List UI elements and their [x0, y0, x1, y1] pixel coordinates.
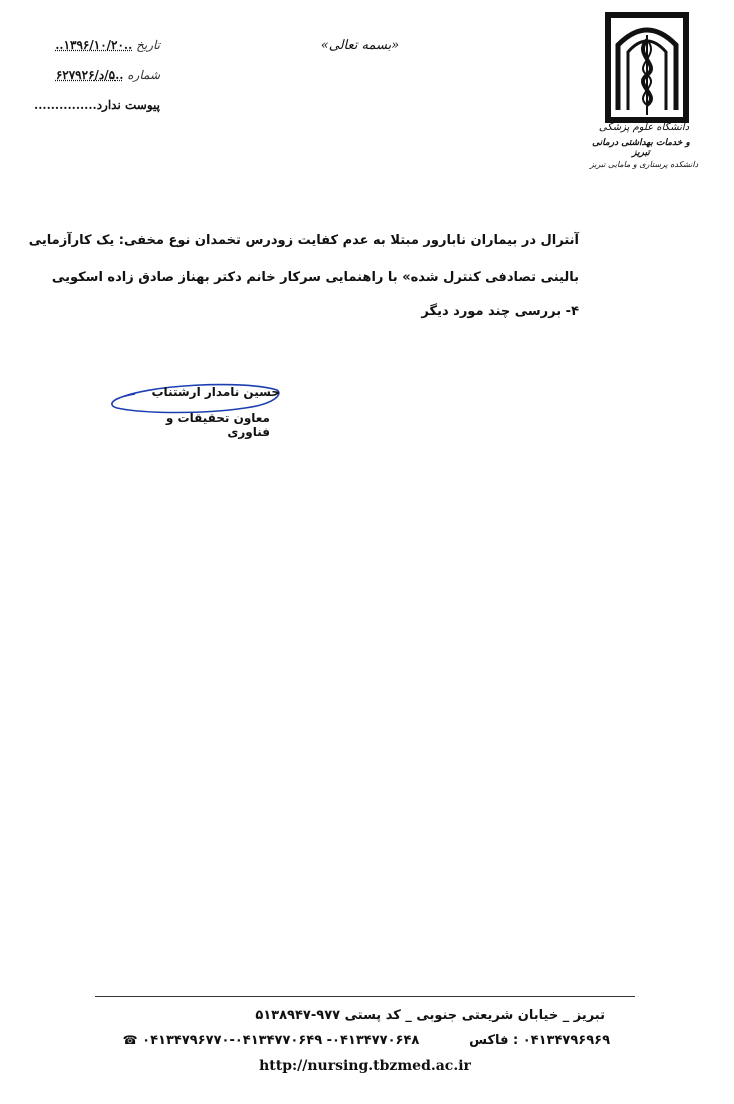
basmala-heading: «بسمه تعالی» — [320, 38, 400, 53]
signatory-name: حسین نامدار ارشتناب — [151, 385, 280, 399]
letter-number-field — [20, 68, 160, 82]
date-value: ..۱۳۹۶/۱۰/۲۰.. — [55, 38, 133, 52]
letter-number-value: ..۵/د/۶۲۷۹۲۶ — [55, 68, 124, 82]
body-line-3: ۴- بررسی چند مورد دیگر — [421, 304, 579, 319]
date-field — [20, 38, 160, 52]
logo-org-line3: دانشکده پرستاری و مامایی تبریز — [589, 160, 699, 169]
footer-fax-label: : فاکس — [469, 1033, 519, 1048]
footer-address: تبریز _ خیابان شریعتی جنوبی _ کد پستی ۹۷۷-۵۱۳۸۹۴۷ — [255, 1008, 605, 1023]
logo-org-line1: دانشگاه علوم پزشکی — [598, 122, 690, 133]
letter-number-label: شماره — [127, 68, 160, 82]
telephone-icon: ☎ — [122, 1033, 138, 1047]
footer-divider — [95, 996, 635, 997]
footer-contact — [120, 1033, 610, 1048]
attachment-field: پیوست ندارد............... — [34, 98, 160, 112]
body-line-2: بالینی تصادفی کنترل شده» با راهنمایی سرکار خانم دکتر بهناز صادق زاده اسکویی — [51, 270, 579, 285]
logo-org-line2: و خدمات بهداشتی درمانی تبریز — [592, 138, 690, 158]
footer-website-url[interactable]: http://nursing.tbzmed.ac.ir — [259, 1058, 471, 1074]
university-logo — [588, 10, 700, 188]
body-line-1: آنترال در بیماران نابارور مبتلا به عدم کفایت زودرس تخمدان نوع مخفی: یک کارآزمایی — [28, 233, 579, 248]
date-label: تاریخ — [136, 38, 160, 52]
signatory-title: معاون تحقیقات و فناوری — [165, 411, 270, 439]
footer-fax-number: ۰۴۱۳۴۷۹۶۹۶۹ — [522, 1033, 610, 1048]
footer-phone-numbers: ۰۴۱۳۴۷۷۰۶۴۸- ۰۴۱۳۴۷۷۰۶۴۹-۰۴۱۳۴۷۹۶۷۷۰ — [142, 1033, 420, 1048]
